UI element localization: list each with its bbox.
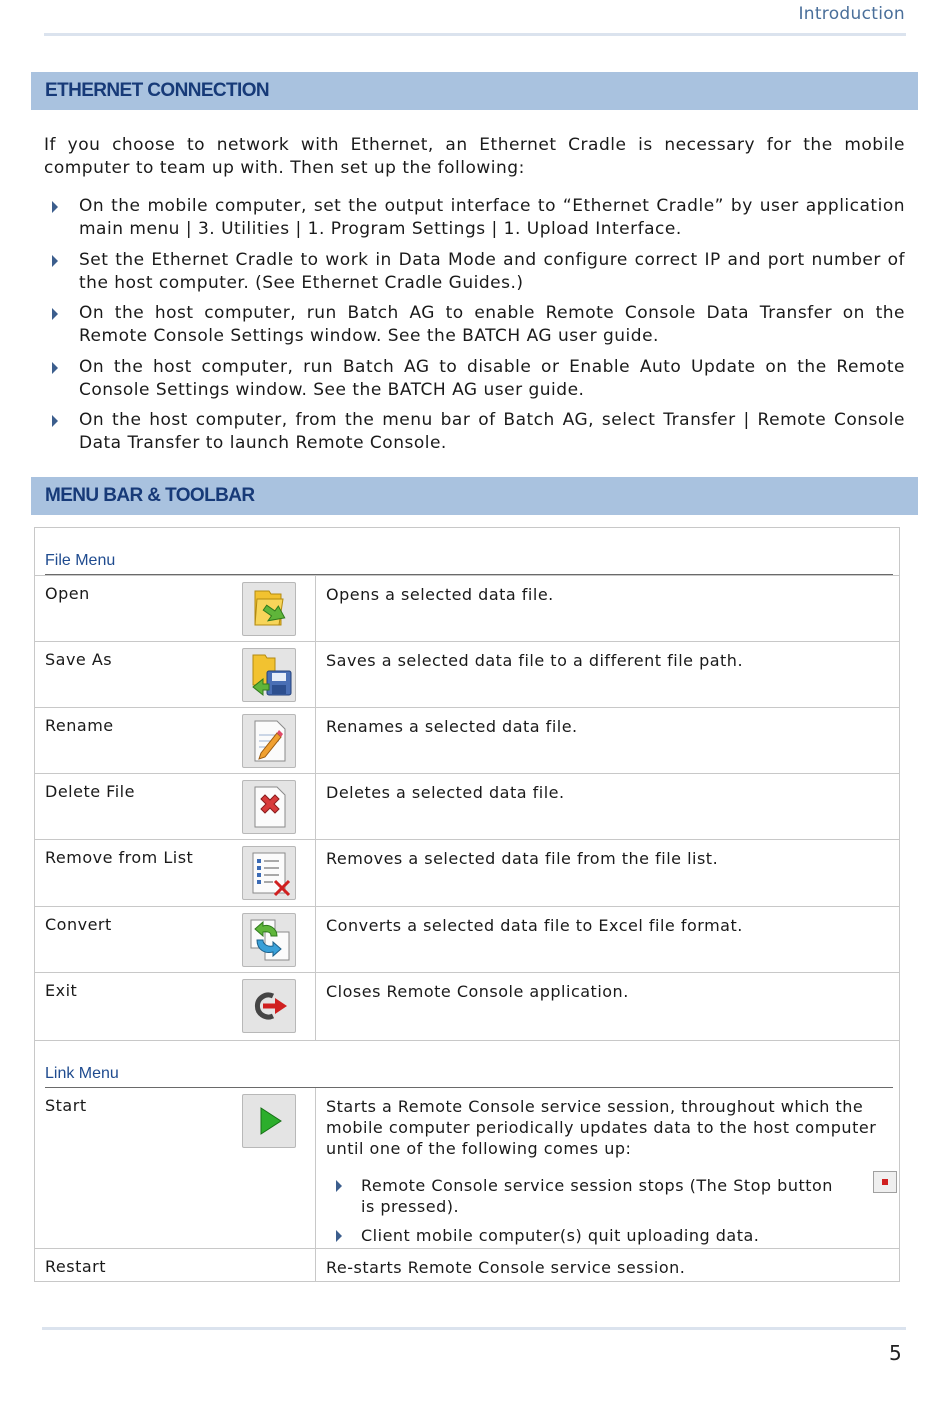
- file-menu-title: File Menu: [45, 552, 116, 569]
- menu-table: [34, 527, 900, 1282]
- bullet-arrow-icon: [52, 415, 58, 427]
- table-row: Rename Renames a selected data file.: [35, 707, 899, 774]
- bullet-item: On the host computer, run Batch AG to enable Remote Console Data Transfer on the Remote Console Settings window. See the BATCH AG user guide.: [44, 302, 905, 348]
- bullet-arrow-icon: [52, 201, 58, 213]
- table-row: Delete File Deletes a selected data file.: [35, 773, 899, 840]
- footer-divider: [42, 1327, 906, 1330]
- page-number: 5: [889, 1341, 902, 1365]
- table-row: Open Opens a selected data file.: [35, 575, 899, 642]
- bullet-arrow-icon: [52, 255, 58, 267]
- bullet-item: On the host computer, run Batch AG to disable or Enable Auto Update on the Remote Console Settings window. See the BATCH AG user guide.: [44, 356, 905, 402]
- link-menu-title: Link Menu: [45, 1065, 119, 1082]
- stop-icon: [873, 1171, 897, 1193]
- running-header: Introduction: [798, 4, 905, 24]
- section-band-ethernet: [31, 72, 918, 110]
- remove-from-list-icon: [242, 846, 296, 900]
- rename-icon: [242, 714, 296, 768]
- save-as-icon: [242, 648, 296, 702]
- section-heading: MENU BAR & TOOLBAR: [45, 485, 255, 506]
- section-heading: ETHERNET CONNECTION: [45, 80, 269, 101]
- table-row: Remove from List Removes a selected data file from the file list.: [35, 839, 899, 907]
- convert-icon: [242, 913, 296, 967]
- header-divider: [44, 33, 906, 36]
- start-description: Starts a Remote Console service session, throughout which the mobile computer periodically updates data to the host computer until one of the following comes up: Remote Console service session stops (The Stop button is pressed). Client mobile computer(s) quit uploading data.: [326, 1096, 891, 1246]
- table-row: Exit Closes Remote Console application.: [35, 972, 899, 1041]
- table-divider: [35, 1040, 899, 1041]
- intro-paragraph: If you choose to network with Ethernet, an Ethernet Cradle is necessary for the mobile computer to team up with. Then set up the following:: [44, 135, 905, 178]
- play-icon: [242, 1094, 296, 1148]
- bullet-arrow-icon: [336, 1230, 342, 1242]
- bullet-item: On the mobile computer, set the output interface to “Ethernet Cradle” by user application main menu | 3. Utilities | 1. Program Settings | 1. Upload Interface.: [44, 195, 905, 241]
- bullet-item: Set the Ethernet Cradle to work in Data Mode and configure correct IP and port number of the host computer. (See Ethernet Cradle Guides.): [44, 249, 905, 295]
- sub-bullet-item: Client mobile computer(s) quit uploading data.: [326, 1225, 891, 1246]
- table-row-start: Start Starts a Remote Console service session, throughout which the mobile computer periodically updates data to the host computer until one of the following comes up: Remote Console service session stops (The Stop button is pressed). Client mobile computer(s) quit uploading data.: [35, 1088, 899, 1248]
- table-row-restart: Restart Re-starts Remote Console service session.: [35, 1248, 899, 1282]
- delete-file-icon: [242, 780, 296, 834]
- bullet-arrow-icon: [336, 1180, 342, 1192]
- open-folder-icon: [242, 582, 296, 636]
- bullet-arrow-icon: [52, 362, 58, 374]
- bullet-arrow-icon: [52, 308, 58, 320]
- section-band-menubar: [31, 477, 918, 515]
- table-row: Save As Saves a selected data file to a different file path.: [35, 641, 899, 708]
- bullet-item: On the host computer, from the menu bar of Batch AG, select Transfer | Remote Console Data Transfer to launch Remote Console.: [44, 409, 905, 455]
- sub-bullet-item: Remote Console service session stops (The Stop button is pressed).: [326, 1175, 891, 1217]
- table-row: Convert Converts a selected data file to Excel file format.: [35, 906, 899, 973]
- exit-icon: [242, 979, 296, 1033]
